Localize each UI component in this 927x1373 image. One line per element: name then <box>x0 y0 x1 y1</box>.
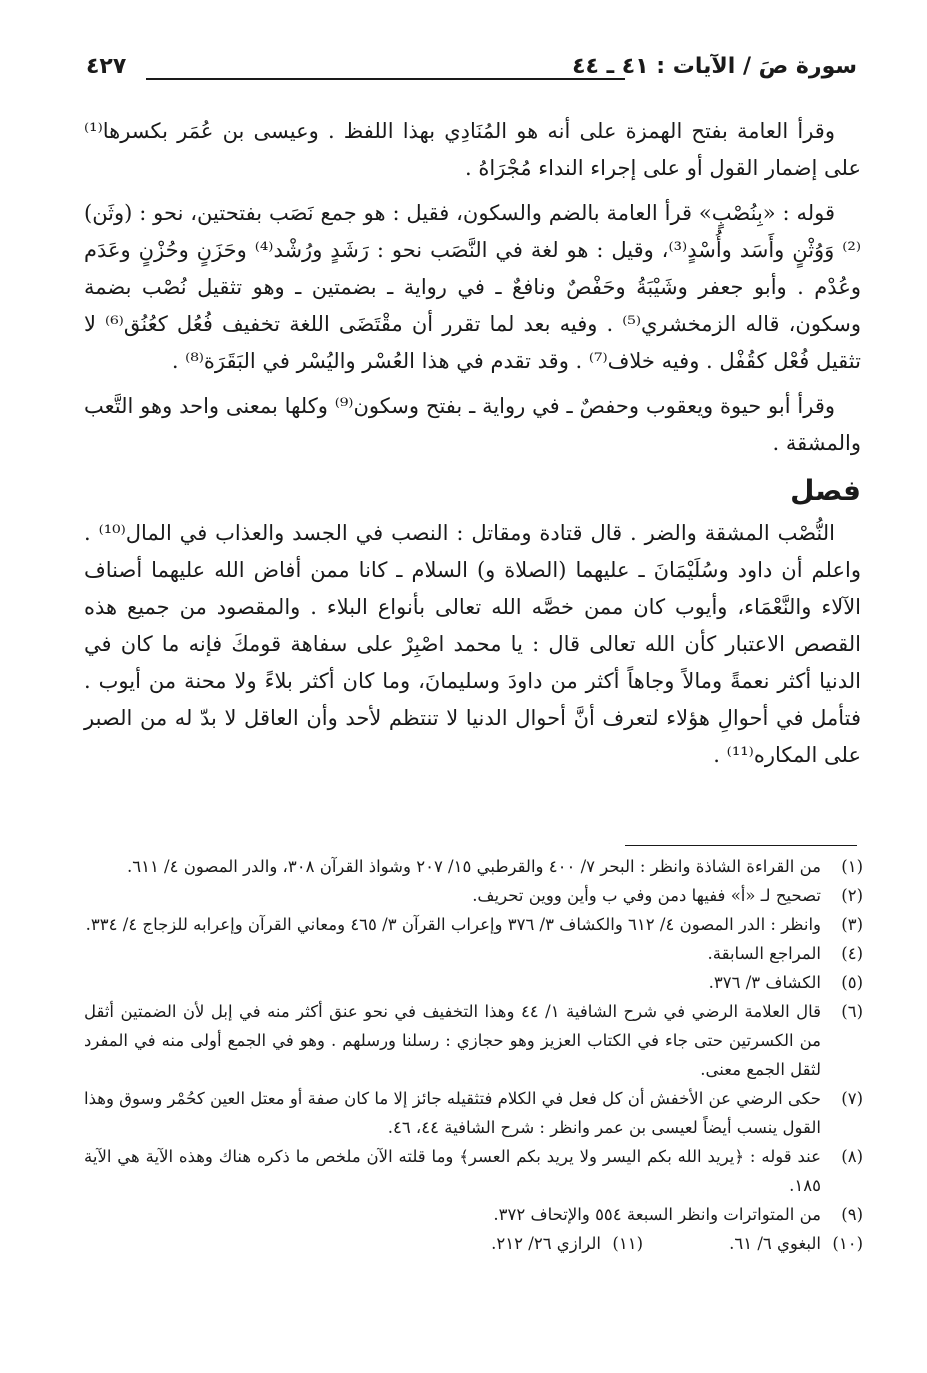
footnote-number: (٧) <box>841 1089 863 1108</box>
section-heading: فصل <box>790 474 861 507</box>
footnote-separator <box>625 845 857 846</box>
footnote <box>84 910 863 939</box>
footnote-text: عند قوله : ﴿يريد الله بكم اليسر ولا يريد بكم العسر﴾ وما قلته الآن ملخص ما ذكره هناك وهذه الآية هي الآية ١٨٥. <box>84 1147 821 1195</box>
footnote-text: البغوي ٦/ ٦١. <box>729 1234 821 1253</box>
footnote <box>84 939 863 968</box>
footnote-text: من القراءة الشاذة وانظر : البحر ٧/ ٤٠٠ والقرطبي ١٥/ ٢٠٧ وشواذ القرآن ٣٠٨، والدر المصون ٤/ ٦١١. <box>126 857 821 876</box>
footnote-text: الكشاف ٣/ ٣٧٦. <box>708 973 821 992</box>
footnote-text: الرازي ٢٦/ ٢١٢. <box>491 1234 601 1253</box>
footnote <box>383 1229 643 1258</box>
footnote <box>84 968 863 997</box>
footnote-text: المراجع السابقة. <box>707 944 821 963</box>
footnote-number: (٨) <box>841 1147 863 1166</box>
footnote-number: (٢) <box>841 886 863 905</box>
header-title: سورة صَ / الآيات : ٤١ ـ ٤٤ <box>572 54 857 79</box>
footnotes <box>84 852 863 1258</box>
main-text <box>84 113 861 782</box>
footnote-number: (٤) <box>841 944 863 963</box>
paragraph-2: قوله : «بِنُصْبٍ» قرأ العامة بالضم والسكون، فقيل : هو جمع نَصَب بفتحتين، نحو : (وثَن)⁽²⁾ وَوُثْنٍ وأَسَد وأُسْدٍ⁽³⁾، وقيل : هو لغة في النَّصَب نحو : رَشَدٍ ورُشْد⁽⁴⁾ وحَزَنٍ وحُزْنٍ وعَدَم وعُدْم . وأبو جعفر وشَيْبَةُ وحَفْصٌ ونافعٌ ـ في رواية ـ بضمتين ـ وهو تثقيل نُصْب بضمة وسكون، قاله الزمخشري⁽⁵⁾ . وفيه بعد لما تقرر أن مقْتَضَى اللغة تخفيف فُعُل كعُنُق⁽⁶⁾ لا تثقيل فُعْل كقُفْل . وفيه خلاف⁽⁷⁾ . وقد تقدم في هذا العُسْر واليُسْر في البَقَرَة⁽⁸⁾ . <box>84 201 862 373</box>
footnote-number: (٦) <box>841 1002 863 1021</box>
footnote-number: (٥) <box>841 973 863 992</box>
footnote <box>84 1200 863 1229</box>
page-number: ٤٢٧ <box>86 54 127 79</box>
footnote <box>84 852 863 881</box>
footnote <box>84 1142 863 1200</box>
footnote-text: قال العلامة الرضي في شرح الشافية ١/ ٤٤ وهذا التخفيف في نحو عنق أكثر منه في إبل لأن الضمتين أثقل من الكسرتين حتى جاء في الكتاب العزيز وهو حجازي : رسلنا ورسلهم . وهو في الجمع أولى منه في المفرد لثقل الجمع معنى. <box>84 1002 822 1079</box>
footnote-text: من المتواترات وانظر السبعة ٥٥٤ والإتحاف ٣٧٢. <box>493 1205 821 1224</box>
footnote-text: حكى الرضي عن الأخفش أن كل فعل في الكلام فتثقيله جائز إلا ما كان صفة أو معتل العين كحُمْر وسوق وهذا القول ينسب أيضاً لعيسى بن عمر وانظر : شرح الشافية ٤٤، ٤٦. <box>84 1089 822 1137</box>
running-header <box>86 50 857 94</box>
footnote-last-row <box>84 1229 863 1258</box>
footnote <box>84 997 863 1084</box>
footnote-number: (١١) <box>612 1234 643 1253</box>
footnote-number: (١) <box>841 857 863 876</box>
footnote-text: تصحيح لـ «أ» ففيها دمن وفي ب وأين ووين تحريف. <box>472 886 821 905</box>
header-rule <box>146 78 625 80</box>
footnote <box>84 1084 863 1142</box>
paragraph-3: وقرأ أبو حيوة ويعقوب وحفصٌ ـ في رواية ـ بفتح وسكون⁽⁹⁾ وكلها بمعنى واحد وهو التَّعب والمشقة . <box>84 394 861 455</box>
footnote-text: وانظر : الدر المصون ٤/ ٦١٢ والكشاف ٣/ ٣٧٦ وإعراب القرآن ٣/ ٤٦٥ ومعاني القرآن وإعرابه للزجاج ٤/ ٣٣٤. <box>85 915 821 934</box>
section-paragraph: النُّصْب المشقة والضر . قال قتادة ومقاتل : النصب في الجسد والعذاب في المال⁽¹⁰⁾ . واعلم أن داود وسُلَيْمَانَ ـ عليهما (الصلاة و) السلام ـ كانا ممن أفاض الله عليهما أصناف الآلاء والنَّعْمَاء، وأيوب كان ممن خصَّه الله تعالى بأنواع البلاء . والمقصود من جميع هذه القصص الاعتبار كأن الله تعالى قال : يا محمد اصْبِرْ على سفاهة قومكَ فإنه ما كان في الدنيا أكثر نعمةً ومالاً وجاهاً أكثر من داودَ وسليمانَ، وما كان أكثر بلاءً ولا محنة من أيوب . فتأمل في أحوالِ هؤلاء لتعرف أنَّ أحوال الدنيا لا تنتظم لأحد وأن العاقل لا بدّ له من الصبر على المكاره⁽¹¹⁾ . <box>84 521 861 767</box>
footnote <box>84 881 863 910</box>
footnote-number: (١٠) <box>832 1234 863 1253</box>
paragraph-1: وقرأ العامة بفتح الهمزة على أنه هو المُنَادِي بهذا اللفظ . وعيسى بن عُمَر بكسرها⁽¹⁾ على إضمار القول أو على إجراء النداء مُجْرَاهُ . <box>84 119 861 180</box>
footnote-number: (٣) <box>841 915 863 934</box>
footnote-number: (٩) <box>841 1205 863 1224</box>
footnote <box>663 1229 863 1258</box>
